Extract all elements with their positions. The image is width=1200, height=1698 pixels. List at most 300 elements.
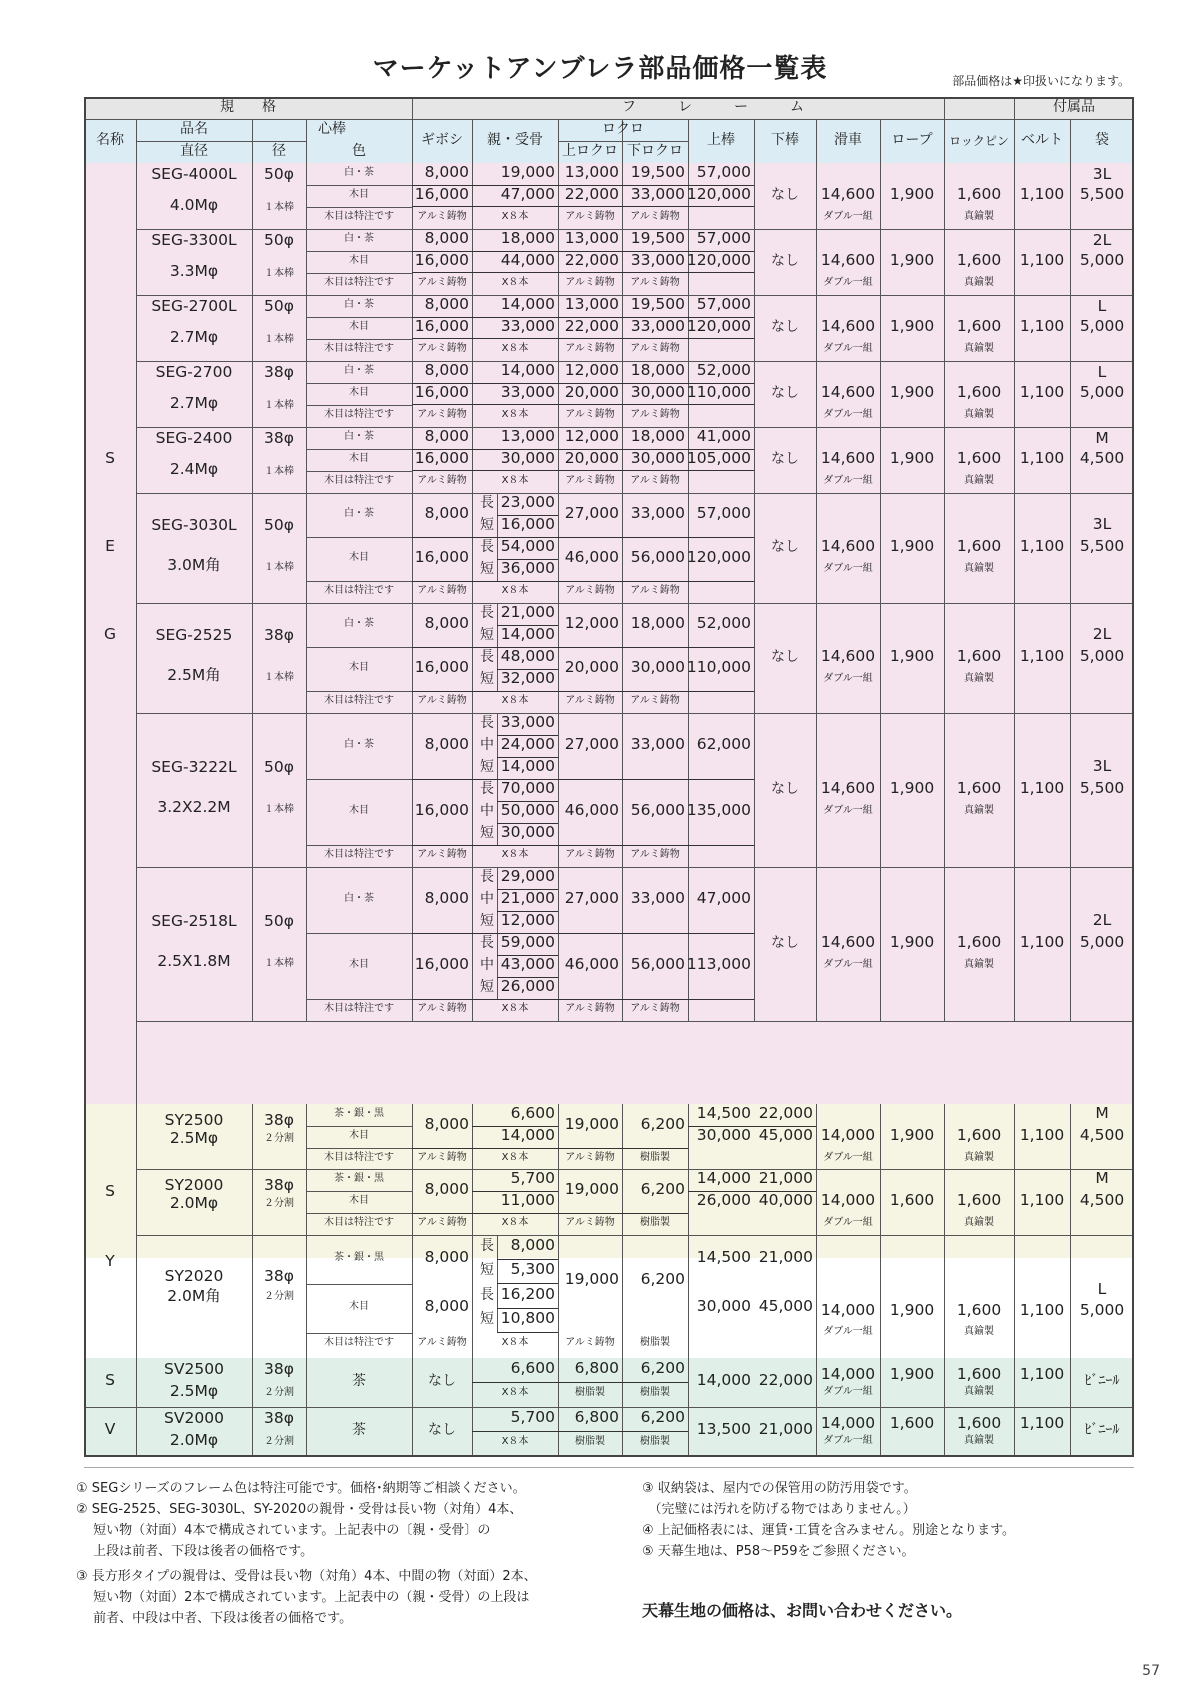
- uebo-price: 120,000: [686, 251, 751, 269]
- table-hline: [306, 779, 412, 780]
- header-gibosi: ギボシ: [421, 132, 463, 148]
- product-diameter: 3.3Mφ: [169, 262, 219, 280]
- kassha-price: 14,600: [820, 779, 876, 797]
- gibosi-material: アルミ鋳物: [417, 475, 467, 486]
- oya-length-label: 短: [480, 671, 494, 687]
- lockpin-note: 真鍮製: [964, 343, 994, 354]
- table-vline: [136, 1358, 137, 1407]
- table-vline: [816, 427, 817, 493]
- table-vline: [1070, 229, 1071, 295]
- shita-rokuro-price: 6,200: [640, 1408, 685, 1426]
- rope-price: 1,900: [889, 185, 935, 203]
- shinbo-diameter: 38φ: [264, 1409, 294, 1427]
- table-vline: [306, 1358, 307, 1407]
- belt-price: 1,100: [1019, 779, 1065, 797]
- value-underline: [497, 1283, 558, 1284]
- lockpin-price: 1,600: [956, 537, 1002, 555]
- oya-length-label: 中: [480, 891, 494, 907]
- table-vline: [252, 295, 253, 361]
- shinbo-type: １本棒: [264, 268, 294, 279]
- table-vline: [412, 295, 413, 361]
- oya-price: 50,000: [500, 801, 555, 819]
- shinbo-type: １本棒: [264, 400, 294, 411]
- table-vline: [688, 1358, 689, 1407]
- table-vline: [816, 713, 817, 867]
- gibosi-price: 8,000: [424, 1180, 469, 1198]
- color-option: 茶: [352, 1422, 366, 1438]
- table-vline: [412, 1169, 413, 1235]
- value-underline: [558, 338, 754, 339]
- table-vline: [816, 119, 817, 163]
- header-iro: 色: [352, 143, 366, 159]
- bag-price: 5,000: [1079, 647, 1125, 665]
- shita_rokuro-price: 19,500: [630, 229, 685, 247]
- bag-size: M: [1095, 1104, 1109, 1122]
- ue-rokuro-price: 19,000: [564, 1115, 619, 1133]
- series-letter: S: [105, 1182, 115, 1200]
- rope-price: 1,900: [889, 449, 935, 467]
- ue_rokuro-price: 22,000: [564, 251, 619, 269]
- shinbo-diameter: 38φ: [264, 363, 294, 381]
- ue_rokuro-price: 20,000: [564, 383, 619, 401]
- shinbo-diameter: 38φ: [264, 626, 294, 644]
- shinbo-diameter: 38φ: [264, 429, 294, 447]
- belt-price: 1,100: [1019, 1301, 1065, 1319]
- shitabo-value: なし: [771, 451, 799, 467]
- table-vline: [688, 1104, 689, 1169]
- table-hline: [306, 845, 412, 846]
- table-vline: [136, 163, 137, 1104]
- page-title: マーケットアンブレラ部品価格一覧表: [372, 54, 828, 84]
- table-vline: [306, 1104, 307, 1169]
- shita_rokuro-price: 19,500: [630, 163, 685, 181]
- shinbo-type: ２分割: [264, 1133, 294, 1144]
- oya-length-label: 長: [480, 1238, 494, 1254]
- kassha-note: ダブル一組: [823, 1217, 873, 1228]
- table-vline: [622, 493, 623, 603]
- oya-price: 5,300: [510, 1260, 555, 1278]
- belt-price: 1,100: [1019, 647, 1065, 665]
- kassha-price: 14,000: [820, 1126, 876, 1144]
- color-option: 木目: [349, 321, 369, 332]
- oya-count: X８本: [501, 1387, 529, 1398]
- shita-rokuro-price: 6,200: [640, 1115, 685, 1133]
- shita_rokuro-price: 30,000: [630, 383, 685, 401]
- table-vline: [472, 1169, 473, 1235]
- table-vline: [816, 603, 817, 713]
- table-vline: [944, 713, 945, 867]
- table-vline: [1014, 1104, 1015, 1169]
- gibosi-material: アルミ鋳物: [417, 211, 467, 222]
- table-vline: [622, 163, 623, 229]
- table-vline: [1014, 1407, 1015, 1456]
- parts-price-note: 部品価格は★印扱いになります。: [952, 74, 1130, 88]
- gibosi-price: 16,000: [414, 955, 469, 973]
- bag-size: 3L: [1092, 757, 1112, 775]
- bag-price: 5,000: [1079, 1301, 1125, 1319]
- table-vline: [944, 163, 945, 229]
- oya-price: 14,000: [500, 757, 555, 775]
- color-option: 茶・銀・黒: [334, 1173, 384, 1184]
- gibosi-price: 8,000: [424, 295, 469, 313]
- gibosi-price: 16,000: [414, 548, 469, 566]
- table-hline: [136, 1235, 1134, 1236]
- bag-price: 5,500: [1079, 779, 1125, 797]
- note-line: 短い物（対面）2本で構成されています。上記表中の（親・受骨）の上段は: [76, 1590, 530, 1605]
- series-letter: V: [104, 1420, 116, 1438]
- table-hline: [84, 1407, 1134, 1408]
- uebo-price: 120,000: [686, 548, 751, 566]
- table-vline: [472, 229, 473, 295]
- table-vline: [1070, 1407, 1071, 1456]
- table-hline: [136, 493, 1134, 494]
- fabric-price-note: 天幕生地の価格は、お問い合わせください。: [642, 1601, 963, 1620]
- table-vline: [558, 1169, 559, 1235]
- bag-size: 2L: [1092, 911, 1112, 929]
- rope-price: 1,900: [889, 933, 935, 951]
- shinbo-type: １本棒: [264, 202, 294, 213]
- table-hline: [136, 141, 306, 142]
- ue-rokuro-price: 12,000: [564, 614, 619, 632]
- header-shinbo: 心棒: [318, 121, 346, 137]
- header-rokuro: ロクロ: [602, 121, 644, 137]
- table-vline: [622, 361, 623, 427]
- belt-price: 1,100: [1019, 383, 1065, 401]
- belt-price: 1,100: [1019, 449, 1065, 467]
- bag-price: 5,000: [1079, 251, 1125, 269]
- gibosi-material: アルミ鋳物: [417, 585, 467, 596]
- oya-count: X８本: [501, 1003, 529, 1014]
- table-vline: [306, 1169, 307, 1235]
- table-vline: [252, 361, 253, 427]
- shita-rokuro-price: 56,000: [630, 955, 685, 973]
- header-frame: フ レ ー ム: [622, 99, 804, 115]
- lockpin-price: 1,600: [956, 779, 1002, 797]
- product-size: 2.5X1.8M: [157, 952, 231, 970]
- table-vline: [558, 295, 559, 361]
- gibosi-material: アルミ鋳物: [417, 343, 467, 354]
- table-vline: [816, 229, 817, 295]
- oya-count: X８本: [501, 849, 529, 860]
- shitabo-price: 22,000: [758, 1371, 813, 1389]
- lockpin-note: 真鍮製: [964, 1217, 994, 1228]
- bag-size: L: [1097, 363, 1107, 381]
- table-vline: [754, 493, 755, 603]
- oya-length-label: 長: [480, 935, 494, 951]
- product-name: SEG-2400: [155, 429, 233, 447]
- header-rope: ロープ: [891, 132, 933, 148]
- product-name: SEG-3300L: [151, 231, 237, 249]
- bag-price: 5,000: [1079, 383, 1125, 401]
- bag-size: 3L: [1092, 515, 1112, 533]
- header-lockpin: ロックピン: [949, 134, 1009, 148]
- color-option: 白・茶: [344, 365, 374, 376]
- table-vline: [306, 603, 307, 713]
- table-vline: [816, 1407, 817, 1456]
- table-vline: [412, 1358, 413, 1407]
- table-vline: [558, 493, 559, 603]
- belt-price: 1,100: [1019, 1414, 1065, 1432]
- shita-rokuro-price: 56,000: [630, 548, 685, 566]
- uebo-price: 14,500: [696, 1104, 751, 1122]
- table-hline: [306, 1191, 412, 1192]
- value-underline: [497, 1332, 558, 1333]
- oya-price: 24,000: [500, 735, 555, 753]
- table-vline: [944, 603, 945, 713]
- table-vline: [880, 713, 881, 867]
- table-vline: [1014, 713, 1015, 867]
- lockpin-note: 真鍮製: [964, 1326, 994, 1337]
- uebo-price: 57,000: [696, 229, 751, 247]
- table-vline: [558, 361, 559, 427]
- kassha-note: ダブル一組: [823, 211, 873, 222]
- lockpin-price: 1,600: [956, 933, 1002, 951]
- color-option: 木目: [349, 1195, 369, 1206]
- table-vline: [136, 1235, 137, 1358]
- table-vline: [1070, 119, 1071, 163]
- table-vline: [252, 603, 253, 713]
- table-vline: [306, 361, 307, 427]
- table-vline: [252, 1235, 253, 1358]
- note-line: ① SEGシリーズのフレーム色は特注可能です。価格･納期等ご相談ください。: [76, 1481, 526, 1496]
- header-kei: 径: [272, 143, 286, 159]
- table-vline: [1070, 361, 1071, 427]
- belt-price: 1,100: [1019, 1365, 1065, 1383]
- product-name: SV2000: [164, 1409, 224, 1427]
- uebo-price: 57,000: [696, 163, 751, 181]
- series-letter: Y: [105, 1252, 115, 1270]
- color-option: 木目: [349, 453, 369, 464]
- bag-price: 4,500: [1079, 1191, 1125, 1209]
- table-vline: [472, 603, 473, 713]
- note-line: ⑤ 天幕生地は、P58～P59をご参照ください。: [642, 1544, 915, 1559]
- color-option: 木目: [349, 805, 369, 816]
- ue_rokuro-price: 12,000: [564, 427, 619, 445]
- table-vline: [944, 295, 945, 361]
- table-vline: [816, 295, 817, 361]
- note-line: ③ 長方形タイプの親骨は、受骨は長い物（対角）4本、中間の物（対面）2本、: [76, 1569, 537, 1584]
- lockpin-price: 1,600: [956, 1301, 1002, 1319]
- table-vline: [1014, 1169, 1015, 1235]
- value-underline: [472, 1431, 688, 1432]
- special-order-note: 木目は特注です: [324, 1152, 394, 1163]
- kassha-price: 14,000: [820, 1301, 876, 1319]
- note-line: 短い物（対面）4本で構成されています。上記表中の〔親・受骨〕の: [76, 1523, 491, 1538]
- table-vline: [880, 295, 881, 361]
- table-vline: [754, 867, 755, 1021]
- table-vline: [622, 867, 623, 1021]
- table-vline: [252, 493, 253, 603]
- gibosi-material: アルミ鋳物: [417, 1152, 467, 1163]
- table-vline: [252, 1358, 253, 1407]
- value-underline: [412, 338, 558, 339]
- table-vline: [1070, 493, 1071, 603]
- gibosi-price: 8,000: [424, 1297, 469, 1315]
- lockpin-price: 1,600: [956, 251, 1002, 269]
- note-line: （完璧には汚れを防げる物ではありません。）: [642, 1502, 916, 1517]
- uebo-price: 62,000: [696, 735, 751, 753]
- table-vline: [306, 163, 307, 229]
- color-option: 白・茶: [344, 167, 374, 178]
- table-vline: [1070, 603, 1071, 713]
- shita-rokuro-price: 30,000: [630, 658, 685, 676]
- table-hline: [306, 1126, 412, 1127]
- kassha-note: ダブル一組: [823, 563, 873, 574]
- table-vline: [1070, 867, 1071, 1021]
- shinbo-type: １本棒: [264, 672, 294, 683]
- gibosi-material: アルミ鋳物: [417, 277, 467, 288]
- kassha-price: 14,600: [820, 647, 876, 665]
- product-diameter: 2.7Mφ: [169, 328, 219, 346]
- table-vline: [880, 427, 881, 493]
- kassha-note: ダブル一組: [823, 1152, 873, 1163]
- color-option: 木目: [349, 189, 369, 200]
- table-vline: [754, 295, 755, 361]
- table-hline: [306, 251, 412, 252]
- oya-length-label: 長: [480, 539, 494, 555]
- kassha-price: 14,600: [820, 317, 876, 335]
- table-vline: [412, 97, 413, 163]
- color-option: 木目: [349, 552, 369, 563]
- belt-price: 1,100: [1019, 1191, 1065, 1209]
- bag-size: M: [1095, 429, 1109, 447]
- color-option: 木目: [349, 662, 369, 673]
- gibosi-price: 8,000: [424, 163, 469, 181]
- header-oya: 親・受骨: [487, 132, 543, 148]
- color-option: 白・茶: [344, 508, 374, 519]
- rope-price: 1,600: [889, 1191, 935, 1209]
- oya-price: 47,000: [500, 185, 555, 203]
- oya-length-label: 中: [480, 737, 494, 753]
- shitabo-value: なし: [771, 649, 799, 665]
- table-hline: [306, 339, 412, 340]
- table-vline: [1070, 713, 1071, 867]
- product-diameter: 2.5Mφ: [169, 1382, 219, 1400]
- belt-price: 1,100: [1019, 185, 1065, 203]
- shitabo-value: なし: [771, 385, 799, 401]
- kassha-note: ダブル一組: [823, 805, 873, 816]
- table-vline: [412, 1407, 413, 1456]
- uebo-price: 14,000: [696, 1169, 751, 1187]
- oya-price: 8,000: [510, 1236, 555, 1254]
- gibosi-material: アルミ鋳物: [417, 1003, 467, 1014]
- table-hline: [306, 449, 412, 450]
- shitabo-value: なし: [771, 935, 799, 951]
- special-order-note: 木目は特注です: [324, 849, 394, 860]
- gibosi-material: アルミ鋳物: [417, 1337, 467, 1348]
- table-vline: [944, 1358, 945, 1407]
- special-order-note: 木目は特注です: [324, 585, 394, 596]
- oya-count: X８本: [501, 211, 529, 222]
- gibosi-price: 8,000: [424, 361, 469, 379]
- product-name: SEG-3222L: [151, 758, 237, 776]
- kassha-price: 14,600: [820, 933, 876, 951]
- oya-price: 10,800: [500, 1309, 555, 1327]
- shitabo-price: 22,000: [758, 1104, 813, 1122]
- lockpin-note: 真鍮製: [964, 673, 994, 684]
- rope-price: 1,900: [889, 251, 935, 269]
- rokuro-material: アルミ鋳物: [565, 1003, 615, 1014]
- rokuro-material: 樹脂製: [640, 1436, 670, 1447]
- table-hline: [136, 603, 1134, 604]
- uebo-price: 113,000: [686, 955, 751, 973]
- rokuro-material: アルミ鋳物: [630, 695, 680, 706]
- table-vline: [412, 427, 413, 493]
- table-vline: [136, 1169, 137, 1235]
- table-vline: [412, 361, 413, 427]
- header-shitabo: 下棒: [771, 132, 799, 148]
- value-underline: [472, 1382, 688, 1383]
- color-option: 木目: [349, 1130, 369, 1141]
- product-diameter: 2.5Mφ: [169, 1129, 219, 1147]
- table-vline: [754, 713, 755, 867]
- shitabo-price: 45,000: [758, 1126, 813, 1144]
- oya-length-label: 短: [480, 1311, 494, 1327]
- lockpin-note: 真鍮製: [964, 211, 994, 222]
- uebo-price: 30,000: [696, 1126, 751, 1144]
- rope-price: 1,900: [889, 383, 935, 401]
- value-underline: [412, 779, 754, 780]
- uebo-price: 13,500: [696, 1420, 751, 1438]
- rokuro-material: アルミ鋳物: [565, 849, 615, 860]
- table-vline: [252, 427, 253, 493]
- oya-length-label: 長: [480, 605, 494, 621]
- bag-size: 2L: [1092, 231, 1112, 249]
- table-vline: [412, 163, 413, 229]
- kassha-price: 14,000: [820, 1414, 876, 1432]
- table-vline: [1014, 163, 1015, 229]
- oya-price: 16,000: [500, 515, 555, 533]
- oya-length-label: 短: [480, 825, 494, 841]
- table-vline: [880, 1104, 881, 1169]
- table-vline: [1070, 1358, 1071, 1407]
- notes-right: [642, 1478, 1015, 1562]
- table-vline: [1070, 1169, 1071, 1235]
- color-option: 白・茶: [344, 893, 374, 904]
- uebo-price: 105,000: [686, 449, 751, 467]
- table-vline: [880, 1169, 881, 1235]
- table-hline: [306, 537, 412, 538]
- lockpin-price: 1,600: [956, 1191, 1002, 1209]
- table-vline: [252, 1104, 253, 1169]
- shinbo-diameter: 50φ: [264, 165, 294, 183]
- table-vline: [688, 1407, 689, 1456]
- color-option: 茶・銀・黒: [334, 1252, 384, 1263]
- gibosi-price: 16,000: [414, 383, 469, 401]
- rokuro-material: アルミ鋳物: [565, 1337, 615, 1348]
- shinbo-type: ２分割: [264, 1387, 294, 1398]
- table-vline: [412, 229, 413, 295]
- kassha-price: 14,600: [820, 383, 876, 401]
- ue_rokuro-price: 20,000: [564, 449, 619, 467]
- kassha-note: ダブル一組: [823, 277, 873, 288]
- lockpin-price: 1,600: [956, 1365, 1002, 1383]
- shita-rokuro-price: 33,000: [630, 735, 685, 753]
- gibosi-price: 16,000: [414, 801, 469, 819]
- bag-type: ﾋﾞﾆｰﾙ: [1084, 1422, 1120, 1438]
- oya-length-label: 長: [480, 1287, 494, 1303]
- lockpin-note: 真鍮製: [964, 277, 994, 288]
- gibosi-price: 16,000: [414, 449, 469, 467]
- rokuro-material: アルミ鋳物: [565, 695, 615, 706]
- table-hline: [306, 691, 412, 692]
- uebo-price: 47,000: [696, 889, 751, 907]
- table-vline: [252, 713, 253, 867]
- table-vline: [306, 427, 307, 493]
- table-vline: [880, 1358, 881, 1407]
- table-vline: [252, 163, 253, 229]
- value-underline: [412, 537, 754, 538]
